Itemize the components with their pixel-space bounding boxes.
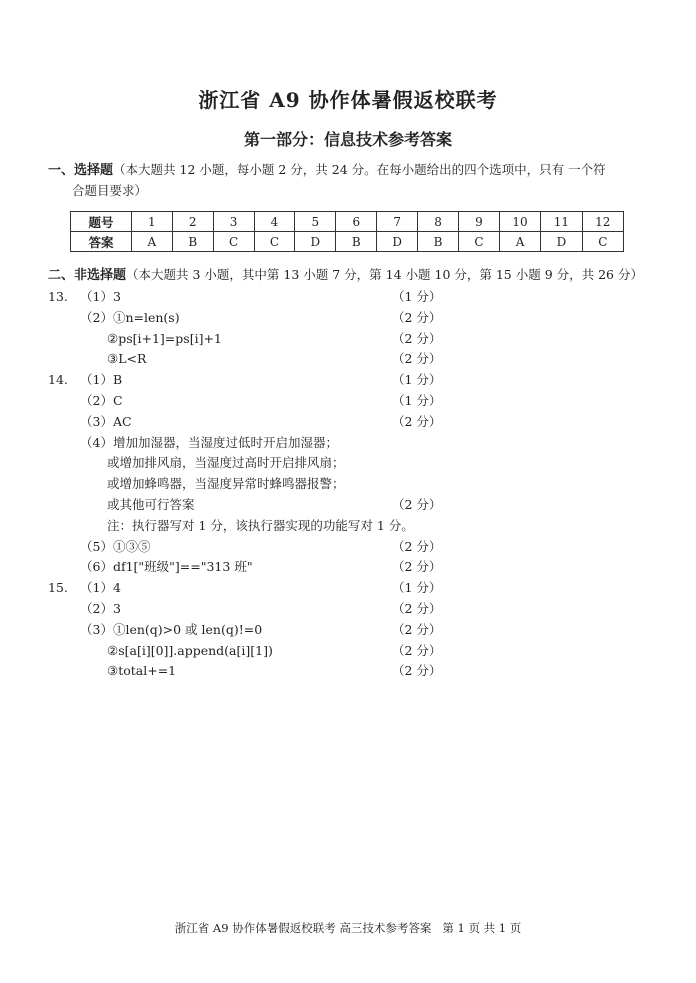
question-number-cell: 8 <box>418 212 459 232</box>
score-label: （2 分） <box>392 414 442 429</box>
score-label: （2 分） <box>392 663 442 678</box>
section-2-header <box>48 265 688 286</box>
answer-text: （2）3 <box>80 601 121 616</box>
question-number-cell: 6 <box>336 212 377 232</box>
answer-table-header-row <box>71 212 624 232</box>
section-1-desc-line2: 合题目要求） <box>72 183 148 198</box>
answer-cell: D <box>541 232 582 252</box>
question-number-cell: 1 <box>131 212 172 232</box>
answer-text: ②ps[i+1]=ps[i]+1 <box>107 331 222 346</box>
header-label-cell: 题号 <box>71 212 132 232</box>
answer-text: ②s[a[i][0]].append(a[i][1]) <box>107 643 273 658</box>
score-label: （2 分） <box>392 497 442 512</box>
question-number: 13. <box>48 289 68 304</box>
answer-text: （2）①n=len(s) <box>80 310 180 325</box>
answer-text: （4）增加加湿器，当湿度过低时开启加湿器； <box>80 435 338 450</box>
answer-cell: B <box>418 232 459 252</box>
score-label: （2 分） <box>392 559 442 574</box>
question-number-cell: 10 <box>499 212 540 232</box>
answer-cell: D <box>377 232 418 252</box>
answer-cell: C <box>458 232 499 252</box>
section-1-desc-line1: （本大题共 12 小题，每小题 2 分，共 24 分。在每小题给出的四个选项中，只有 一个符 <box>113 162 606 177</box>
score-label: （2 分） <box>392 310 442 325</box>
score-label: （2 分） <box>392 351 442 366</box>
score-label: （1 分） <box>392 289 442 304</box>
section-2-desc: （本大题共 3 小题，其中第 13 小题 7 分，第 14 小题 10 分，第 15 小题 9 分，共 26 分） <box>126 267 643 282</box>
answer-cell: C <box>254 232 295 252</box>
answer-table-answer-row <box>71 232 624 252</box>
answer-cell: C <box>582 232 623 252</box>
answer-text: （5）①③⑤ <box>80 539 151 554</box>
answer-text: （1）B <box>80 372 123 387</box>
section-1-heading: 一、选择题 <box>48 163 114 178</box>
answer-text: （2）C <box>80 393 123 408</box>
answer-text: （1）3 <box>80 289 121 304</box>
answer-cell: B <box>336 232 377 252</box>
score-label: （2 分） <box>392 539 442 554</box>
answer-text: ③total+=1 <box>107 663 177 678</box>
answer-cell: A <box>499 232 540 252</box>
question-number-cell: 3 <box>213 212 254 232</box>
answer-text: ③L<R <box>107 351 147 366</box>
question-number: 15. <box>48 580 68 595</box>
page-subtitle: 第一部分：信息技术参考答案 <box>243 130 452 149</box>
answer-text: 或增加排风扇，当湿度过高时开启排风扇； <box>107 455 345 470</box>
answer-text: 或增加蜂鸣器，当湿度异常时蜂鸣器报警； <box>107 476 345 491</box>
section-1-header <box>48 160 648 202</box>
score-label: （2 分） <box>392 331 442 346</box>
section-2-heading: 二、非选择题 <box>48 268 127 283</box>
question-number-cell: 12 <box>582 212 623 232</box>
answer-text: （6）df1["班级"]=="313 班" <box>80 559 253 574</box>
score-label: （1 分） <box>392 372 442 387</box>
answer-table <box>70 211 624 252</box>
score-label: （2 分） <box>392 643 442 658</box>
answer-cell: B <box>172 232 213 252</box>
answer-text: 注：执行器写对 1 分，该执行器实现的功能写对 1 分。 <box>107 518 414 533</box>
answer-text: （1）4 <box>80 580 121 595</box>
page-title: 浙江省 A9 协作体暑假返校联考 <box>198 88 498 112</box>
score-label: （1 分） <box>392 580 442 595</box>
answer-cell: A <box>131 232 172 252</box>
answer-cell: C <box>213 232 254 252</box>
score-label: （2 分） <box>392 601 442 616</box>
answer-cell: D <box>295 232 336 252</box>
question-number: 14. <box>48 372 68 387</box>
answer-text: （3）①len(q)>0 或 len(q)!=0 <box>80 622 263 637</box>
answer-text: （3）AC <box>80 414 132 429</box>
question-number-cell: 5 <box>295 212 336 232</box>
question-number-cell: 7 <box>377 212 418 232</box>
score-label: （2 分） <box>392 622 442 637</box>
answer-label-cell: 答案 <box>71 232 132 252</box>
score-label: （1 分） <box>392 393 442 408</box>
question-number-cell: 2 <box>172 212 213 232</box>
question-number-cell: 9 <box>458 212 499 232</box>
answer-text: 或其他可行答案 <box>107 497 195 512</box>
page-footer: 浙江省 A9 协作体暑假返校联考 高三技术参考答案 第 1 页 共 1 页 <box>174 921 522 935</box>
question-number-cell: 11 <box>541 212 582 232</box>
question-number-cell: 4 <box>254 212 295 232</box>
